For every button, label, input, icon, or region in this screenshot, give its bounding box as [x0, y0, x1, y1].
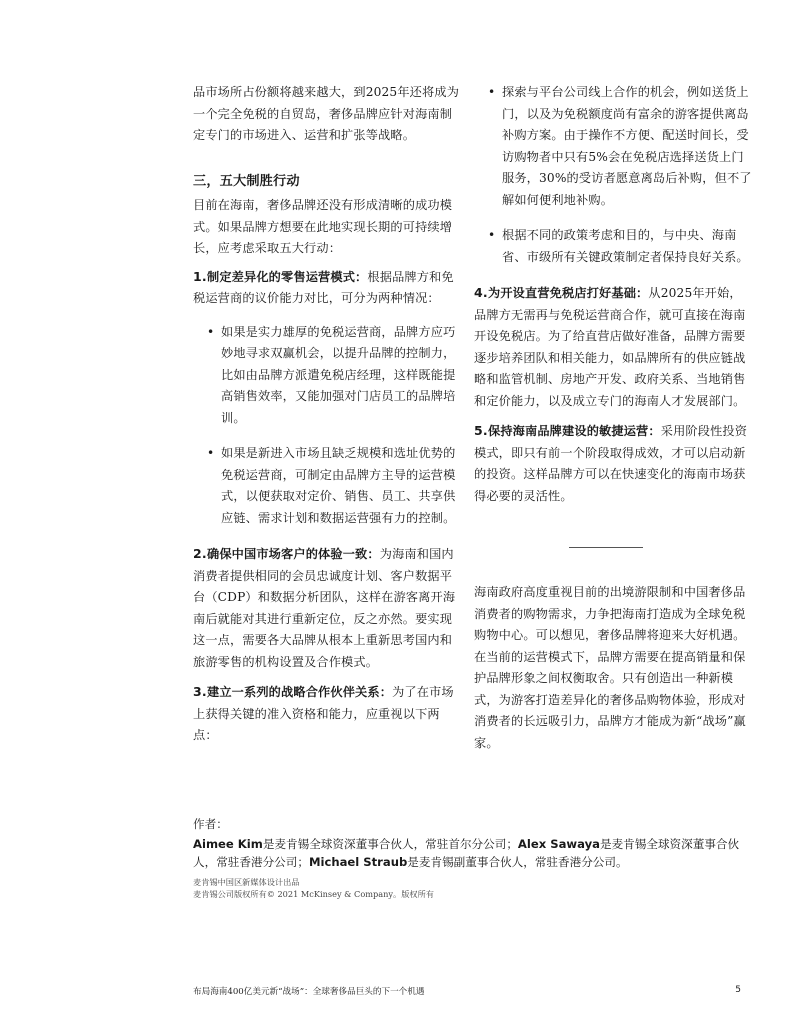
authors-label: 作者：: [193, 817, 228, 831]
authors-text: [193, 835, 758, 871]
item-title: 保持海南品牌建设的敏捷运营：: [488, 424, 661, 438]
credits-line: 麦肯锡中国区新媒体设计出品: [193, 877, 300, 887]
item-body: 根据品牌方和免税运营商的议价能力对比，可分为两种情况：: [193, 269, 454, 305]
copyright-line: 麦肯锡公司版权所有© 2021 McKinsey & Company。版权所有: [193, 889, 434, 899]
action-item-3: [193, 681, 463, 747]
author-desc: 是麦肯锡全球资深董事合伙人，常驻首尔分公司；: [262, 837, 518, 851]
section-heading: 三，五大制胜行动: [193, 173, 300, 189]
item-number: 5.: [474, 423, 488, 438]
bullet-item: • 根据不同的政策考虑和目的，与中央、海南省、市级所有关键政策制定者保持良好关系。: [488, 225, 752, 268]
action-item-2: [193, 543, 463, 673]
item-number: 1.: [193, 268, 207, 284]
action-list: [193, 266, 463, 747]
item-number: 3.: [193, 684, 207, 699]
action-item-1: [193, 266, 463, 530]
item-body: 为了在市场上获得关键的准入资格和能力，应重视以下两点：: [193, 685, 454, 742]
left-column: [193, 82, 463, 755]
author-desc: 是麦肯锡副董事合伙人，常驻香港分公司。: [407, 855, 628, 869]
section-intro: 目前在海南，奢侈品牌还没有形成清晰的成功模式。如果品牌方想要在此地实现长期的可持续增长，应考虑采取五大行动：: [193, 198, 453, 255]
bullet-item: • 如果是新进入市场且缺乏规模和选址优势的免税运营商，可制定由品牌方主导的运营模式，以便获取对定价、销售、员工、共享供应链、需求计划和数据运营强有力的控制。: [207, 443, 463, 529]
author-desc: 是麦肯锡全球资深董事合伙人，常驻香港分公司；: [193, 837, 740, 869]
divider: [569, 547, 643, 548]
item-title: 建立一系列的战略合作伙伴关系：: [207, 685, 393, 699]
page-number: 5: [735, 985, 741, 995]
action-list-continued: [474, 282, 752, 507]
credits: [193, 876, 434, 900]
action-item-5: [474, 420, 752, 507]
bullet-item: • 探索与平台公司线上合作的机会，例如送货上门，以及为免税额度尚有富余的游客提供离岛补购方案。由于操作不方便、配送时间长，受访购物者中只有5%会在免税店选择送货上门服务，30%的受访者愿意离岛后补购，但不了解如何便利地补购。: [488, 82, 752, 211]
footer-title: 布局海南400亿美元新“战场”：全球奢侈品巨头的下一个机遇: [193, 987, 425, 997]
author-name: Aimee Kim: [193, 837, 263, 851]
page-footer: [193, 985, 741, 997]
bullet-item: • 如果是实力雄厚的免税运营商，品牌方应巧妙地寻求双赢机会，以提升品牌的控制力，比如由品牌方派遣免税店经理，这样既能提高销售效率，又能加强对门店员工的品牌培训。: [207, 322, 463, 430]
item-body: 为海南和国内消费者提供相同的会员忠诚度计划、客户数据平台（CDP）和数据分析团队，这样在游客离开海南后就能对其进行重新定位，反之亦然。要实现这一点，需要各大品牌从根本上重新思考国内和旅游零售的机构设置及合作模式。: [193, 547, 456, 669]
item-body: 从2025年开始，品牌方无需再与免税运营商合作，就可直接在海南开设免税店。为了给直营店做好准备，品牌方需要逐步培养团队和相关能力，如品牌所有的供应链战略和监管机制、房地产开发、政府关系、当地销售和定价能力，以及成立专门的海南人才发展部门。: [474, 286, 746, 408]
item-title: 制定差异化的零售运营模式：: [207, 269, 368, 284]
authors-block: [193, 815, 758, 871]
bullet-list: [193, 322, 463, 530]
item-number: 4.: [474, 285, 488, 300]
conclusion-paragraph: 海南政府高度重视目前的出境游限制和中国奢侈品消费者的购物需求，力争把海南打造成为全球免税购物中心。可以想见，奢侈品牌将迎来大好机遇。在当前的运营模式下，品牌方需要在提高销量和保护品牌形象之间权衡取舍。只有创造出一种新模式，为游客打造差异化的奢侈品购物体验，形成对消费者的长远吸引力，品牌方才能成为新“战场”赢家。: [474, 585, 746, 750]
item-title: 确保中国市场客户的体验一致：: [207, 547, 380, 561]
action-item-4: [474, 282, 752, 412]
item-number: 2.: [193, 546, 207, 561]
intro-paragraph: 品市场所占份额将越来越大，到2025年还将成为一个完全免税的自贸岛，奢侈品牌应针对海南制定专门的市场进入、运营和扩张等战略。: [193, 85, 460, 142]
author-name: Michael Straub: [308, 855, 408, 869]
author-name: Alex Sawaya: [517, 837, 600, 851]
item-title: 为开设直营免税店打好基础：: [488, 286, 649, 300]
item-body: 采用阶段性投资模式，即只有前一个阶段取得成效，才可以启动新的投资。这样品牌方可以在快速变化的海南市场获得必要的灵活性。: [474, 424, 748, 503]
bullet-list: [474, 82, 752, 268]
right-column: [474, 82, 752, 754]
